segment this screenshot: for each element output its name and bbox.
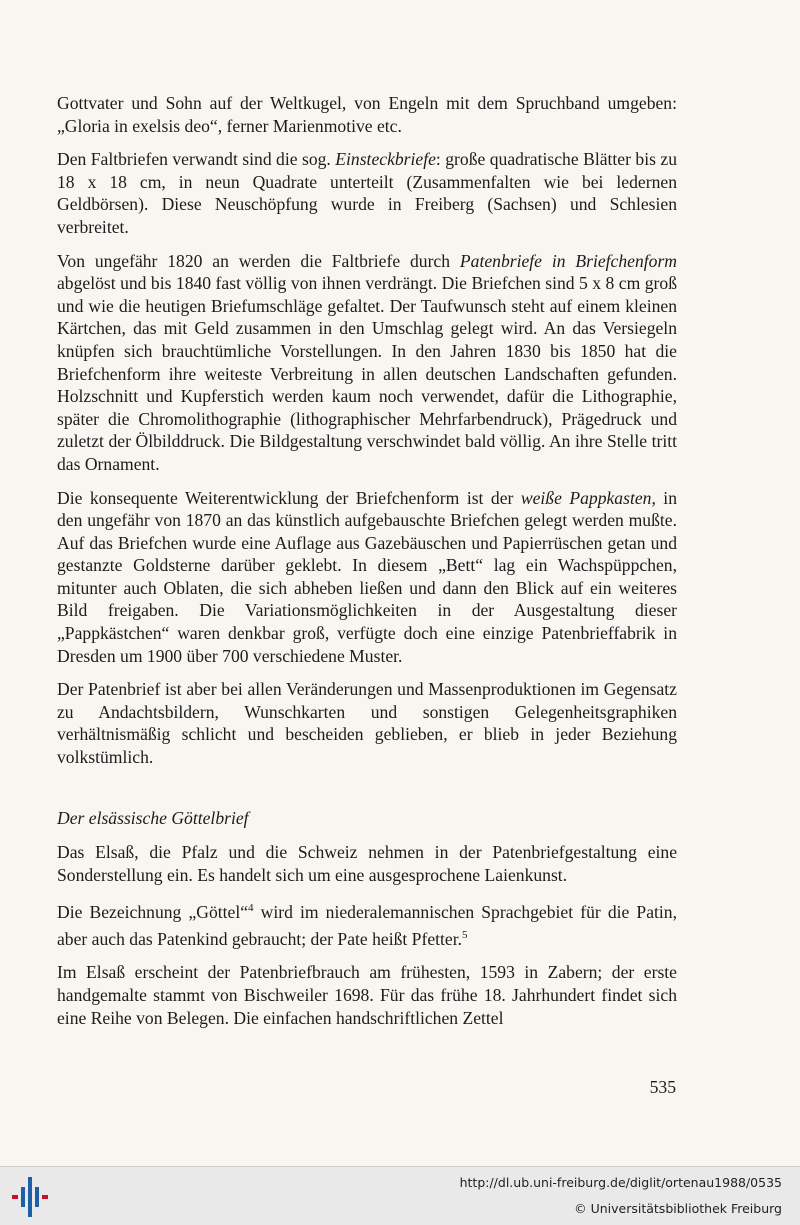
paragraph [57,897,677,950]
paragraph [57,148,677,238]
footnote-ref: 5 [462,928,468,941]
permalink-url[interactable]: http://dl.ub.uni-freiburg.de/diglit/ortenau1988/0535 [459,1175,782,1190]
body-text [57,92,677,1040]
ub-freiburg-logo-icon [10,1175,50,1219]
viewer-footer [0,1166,800,1225]
emphasis-term: weiße Pappkasten [520,487,652,508]
section-heading [57,807,677,830]
copyright-notice: © Universitätsbibliothek Freiburg [574,1201,782,1216]
text-run: , in den ungefähr von 1870 an das künstlich aufgebauschte Briefchen gelegt werden mußte. Auf das Briefchen wurde eine Auflage aus Gazebäuschen und Papierrüschen getan und gestanzte Goldsterne darüber geklebt. In diesem „Bett“ lag ein Wachspüppchen, mitunter auch Oblaten, die sich abheben ließen und dann den Blick auf ein weiteres Bild freigaben. Die Variationsmöglichkeiten in der Ausgestaltung dieser „Pappkästchen“ waren denkbar groß, verfügte doch eine einzige Patenbrieffabrik in Dresden um 1900 über 700 verschiedene Muster. [57,487,677,666]
text-run: Den Faltbriefen verwandt sind die sog. [57,149,336,170]
text-run: Das Elsaß, die Pfalz und die Schweiz nehmen in der Patenbriefgestaltung eine Sonderstellung ein. Es handelt sich um eine ausgesprochene Laienkunst. [57,842,677,885]
text-run: abgelöst und bis 1840 fast völlig von ihnen verdrängt. Die Briefchen sind 5 x 8 cm groß und wie die heutigen Briefumschläge gefaltet. Der Taufwunsch steht auf einem kleinen Kärtchen, das mit Geld zusammen in den Umschlag gelegt wird. An das Versiegeln knüpfen sich brauchtümliche Vorstellungen. In den Jahren 1830 bis 1850 hat die Briefchenform ihre weiteste Verbreitung in allen deutschen Landschaften gefunden. Holzschnitt und Kupferstich werden kaum noch verwendet, dafür die Lithographie, später die Chromolithographie (lithographischer Mehrfarbendruck), Prägedruck und zuletzt der Ölbilddruck. Die Bildgestaltung verschwindet bald völlig. An ihre Stelle tritt das Ornament. [57,273,677,474]
paragraph [57,841,677,886]
text-run: Die konsequente Weiterentwicklung der Briefchenform ist der [57,487,521,508]
text-run: Die Bezeichnung „Göttel“ [57,902,249,923]
paragraph [57,487,677,668]
emphasis-term: Patenbriefe in Briefchenform [459,250,678,271]
text-run: Von ungefähr 1820 an werden die Faltbriefe durch [57,250,460,271]
text-run: Der Patenbrief ist aber bei allen Veränderungen und Massenproduktionen im Gegensatz zu Andachtsbildern, Wunschkarten und sonstigen Gelegenheitsgraphiken verhältnismäßig schlicht und bescheiden geblieben, er blieb in jeder Beziehung volkstümlich. [57,679,677,768]
paragraph [57,961,677,1029]
text-run: Gottvater und Sohn auf der Weltkugel, von Engeln mit dem Spruchband umgeben: „Gloria in exelsis deo“, ferner Marienmotive etc. [57,93,677,136]
text-run: wird im niederalemannischen Sprachgebiet für die Patin, aber auch das Patenkind gebraucht; der Pate heißt Pfetter. [57,902,677,949]
footnote-ref: 4 [248,902,254,915]
text-run: Der elsässische Göttelbrief [57,807,249,828]
page-number: 535 [649,1077,676,1097]
paragraph [57,678,677,768]
paragraph [57,92,677,137]
paragraph [57,250,677,476]
emphasis-term: Einsteckbriefe [335,149,436,170]
text-run: : große quadratische Blätter bis zu 18 x 18 cm, in neun Quadrate unterteilt (Zusammenfalten wie bei ledernen Geldbörsen). Diese Neuschöpfung wurde in Freiberg (Sachsen) und Schlesien verbreitet. [57,149,677,237]
text-run: Im Elsaß erscheint der Patenbriefbrauch am frühesten, 1593 in Zabern; der erste handgemalte stammt von Bischweiler 1698. Für das frühe 18. Jahrhundert findet sich eine Reihe von Belegen. Die einfachen handschriftlichen Zettel [57,962,677,1028]
